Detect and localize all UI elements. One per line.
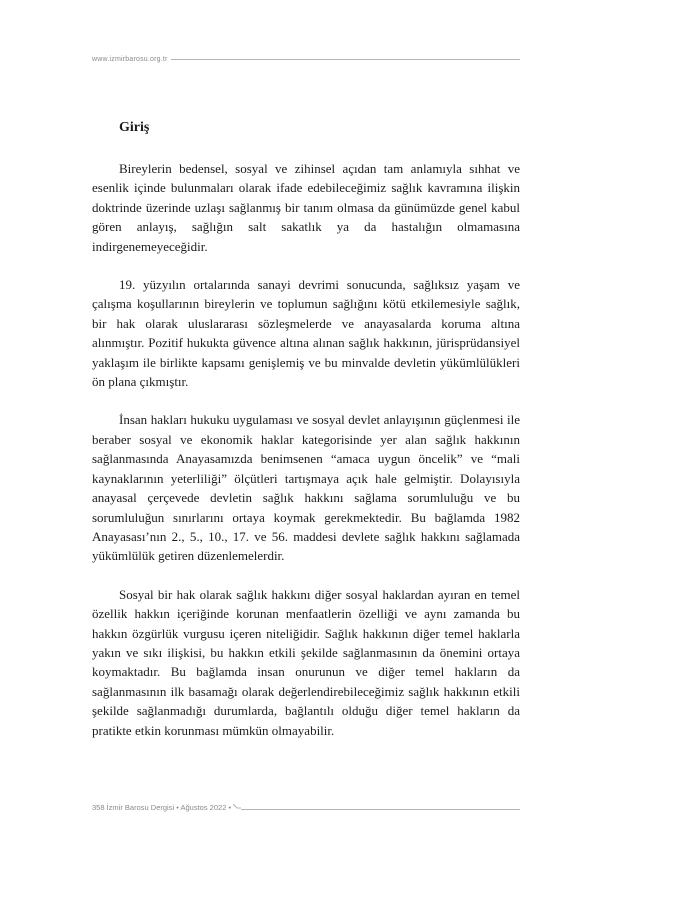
header-url: www.izmirbarosu.org.tr: [92, 55, 168, 63]
footer-rule: [241, 809, 520, 810]
page-header: [92, 53, 520, 65]
page-footer: [92, 800, 520, 814]
footer-text: 358 İzmir Barosu Dergisi • Ağustos 2022 •: [92, 802, 232, 812]
paragraph-3: İnsan hakları hukuku uygulaması ve sosyal devlet anlayışının güçlenmesi ile beraber sosyal ve ekonomik haklar kategorisinde yer alan sağlık hakkının sağlanmasında Anayasamızda benimsenen “amaca uygun öncelik” ve “mali kaynaklarının yeterliliği” ölçütleri tartışmaya açık hale gelmiştir. Dolayısıyla anayasal çerçevede devletin sağlık hakkını sağlama sorumluluğu ve bu sorumluluğun sınırlarını ortaya koymak gerekmektedir. Bu bağlamda 1982 Anayasası’nın 2., 5., 10., 17. ve 56. maddesi devlete sağlık hakkını sağlamada yükümlülük getiren düzenlemelerdir.: [92, 412, 520, 564]
paragraph-2: 19. yüzyılın ortalarında sanayi devrimi sonucunda, sağlıksız yaşam ve çalışma koşullarının bireylerin ve toplumun sağlığını kötü etkilemesiyle sağlık, bir hak olarak uluslararası sözleşmelerde ve anayasalarda koruma altına alınmıştır. Pozitif hukukta güvence altına alınan sağlık hakkının, jürisprüdansiyel yaklaşım ile birlikte kapsamı genişlemiş ve bu minvalde devletin yükümlülükleri ön plana çıkmıştır.: [92, 277, 520, 390]
footer-notch-decoration: [233, 803, 241, 811]
header-rule: [171, 59, 520, 60]
paragraph-4: Sosyal bir hak olarak sağlık hakkını diğer sosyal haklardan ayıran en temel özellik hakkın içeriğinde korunan menfaatlerin özelliği ve aynı zamanda bu hakkın özgürlük vurgusu içeren niteliğidir. Sağlık hakkının diğer temel haklarla yakın ve sıkı ilişkisi, bu hakkın etkili şekilde sağlanmasının da önemini ortaya koymaktadır. Bu bağlamda insan onurunun ve diğer temel hakların da sağlanmasının ilk basamağı olarak değerlendirebileceğimiz sağlık hakkının etkili şekilde sağlanmadığı durumlarda, bağlantılı olduğu diğer temel hakların da pratikte etkin korunması mümkün olmayabilir.: [92, 586, 520, 738]
article-body: [92, 117, 520, 759]
paragraph-1: Bireylerin bedensel, sosyal ve zihinsel açıdan tam anlamıyla sıhhat ve esenlik içinde bulunmaları olarak ifade edebileceğimiz sağlık kavramına ilişkin doktrinde üzerinde uzlaşı sağlanmış bir tanım olmasa da günümüzde genel kabul gören anlayış, sağlığın salt sakatlık ya da hastalığın olmamasına indirgenemeyeceğidir.: [92, 161, 520, 254]
section-heading: Giriş: [119, 120, 150, 135]
